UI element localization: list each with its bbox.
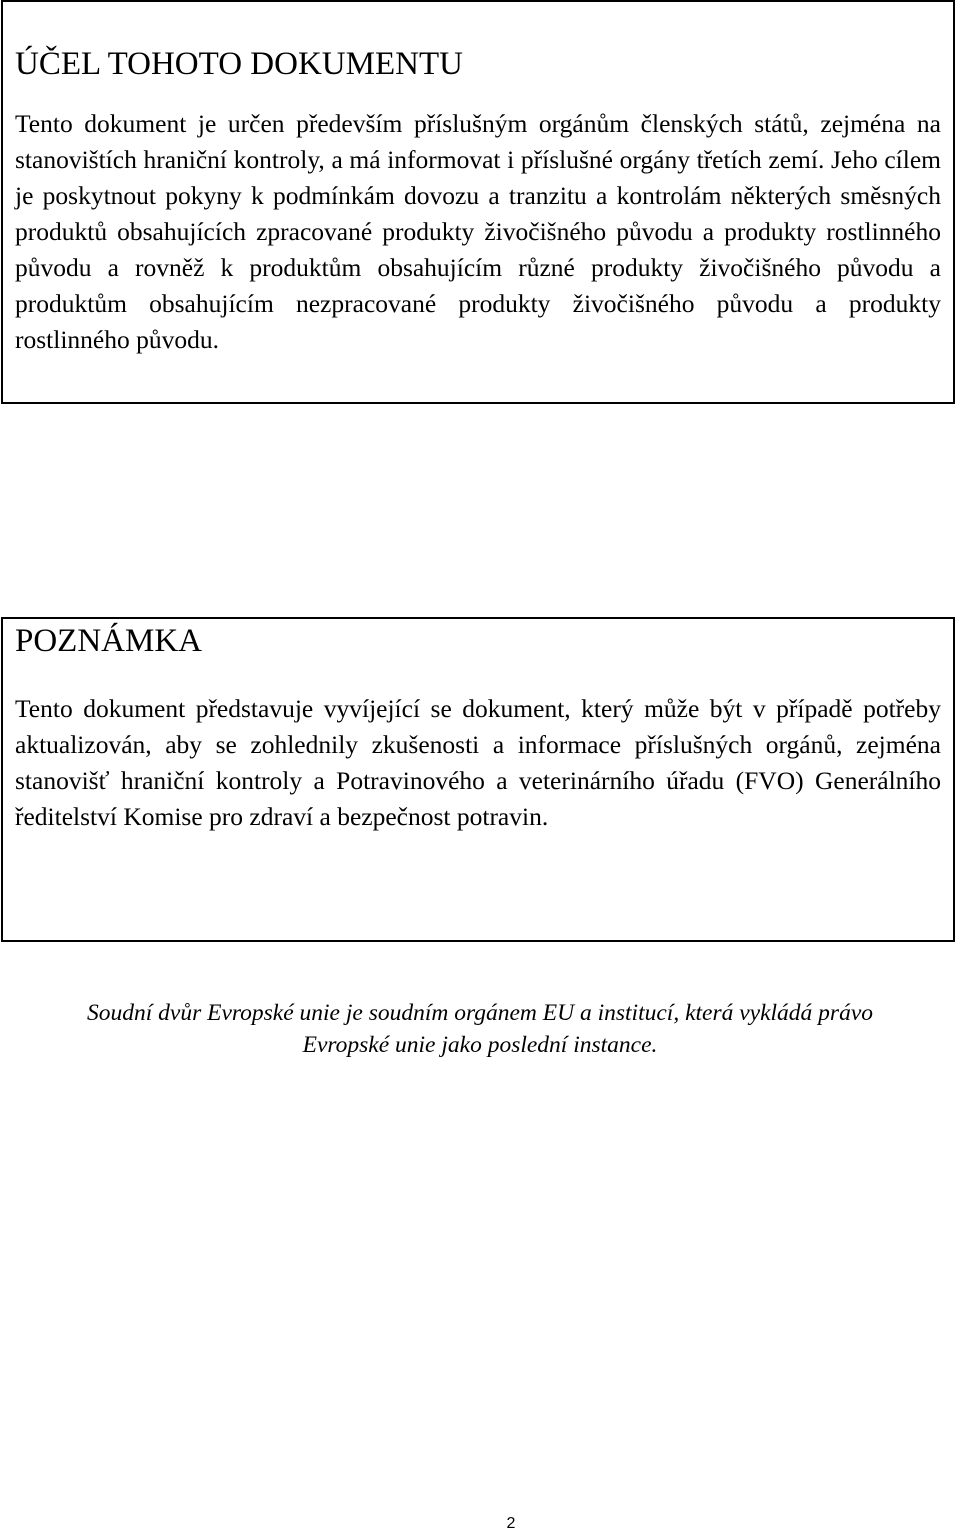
note-text: Tento dokument představuje vyvíjející se dokument, který může být v případě potřeby aktualizován, aby se zohlednily zkušenosti a informace příslušných orgánů, zejména stanovišť hraniční kontroly a Potravinového a veterinárního úřadu (FVO) Generálního ředitelství Komise pro zdraví a bezpečnost potravin. — [15, 694, 941, 831]
note-title: POZNÁMKA — [15, 623, 203, 659]
purpose-box — [1, 0, 955, 404]
note-box — [1, 617, 955, 942]
purpose-title: ÚČEL TOHOTO DOKUMENTU — [15, 46, 463, 82]
footnote-line-1: Soudní dvůr Evropské unie je soudním orgánem EU a institucí, která vykládá právo — [86, 1000, 873, 1026]
court-footnote — [30, 997, 930, 1061]
page-number: 2 — [506, 1515, 516, 1532]
footnote-line-2: Evropské unie jako poslední instance. — [302, 1032, 658, 1058]
purpose-text: Tento dokument je určen především příslušným orgánům členských států, zejména na stanovištích hraniční kontroly, a má informovat i příslušné orgány třetích zemí. Jeho cílem je poskytnout pokyny k podmínkám dovozu a tranzitu a kontrolám některých směsných produktů obsahujících zpracované produkty živočišného původu a produkty rostlinného původu a rovněž k produktům obsahujícím různé produkty živočišného původu a produktům obsahujícím nezpracované produkty živočišného původu a produkty rostlinného původu. — [15, 109, 941, 354]
